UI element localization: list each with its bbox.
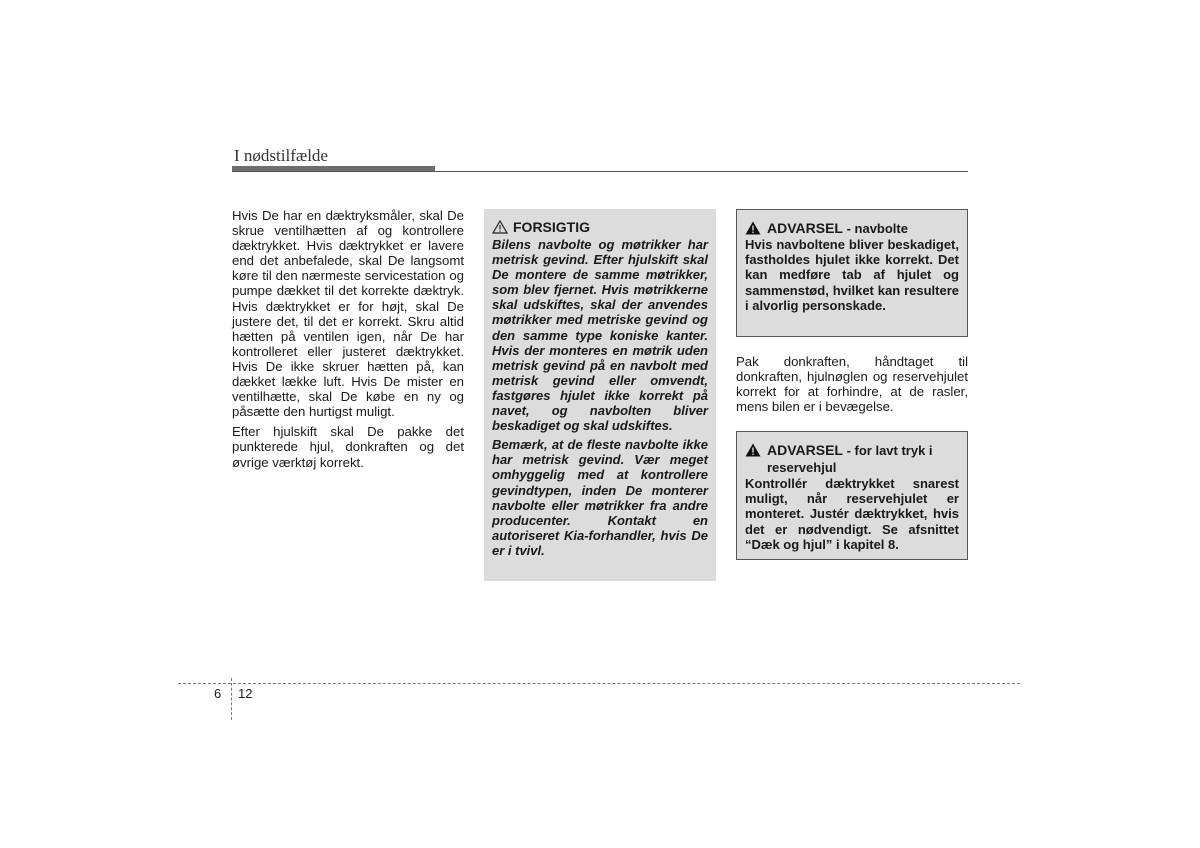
- caution-box: [484, 209, 716, 581]
- section-title: I nødstilfælde: [234, 146, 328, 165]
- caution-paragraph: Bilens navbolte og møtrikker har metrisk gevind. Efter hjulskift skal De montere de samme møtrikker, som blev fjernet. Hvis møtrikkerne skal udskiftes, skal der anvendes møtrikker med metriske gevind og den samme type koniske kanter. Hvis der monteres en møtrik uden metrisk gevind på en navbolt med metrisk gevind eller omvendt, fastgøres hjulet ikke korrekt på navet, og navbolten bliver beskadiget og skal udskiftes.: [492, 237, 708, 434]
- warning-icon: [745, 221, 761, 235]
- header-rule: [232, 171, 968, 172]
- footer-divider: [231, 678, 232, 720]
- caution-title: FORSIGTIG: [513, 219, 590, 235]
- caution-heading: [492, 219, 708, 235]
- warning-heading: [745, 442, 959, 476]
- chapter-number: 6: [214, 686, 222, 701]
- footer-rule: [178, 683, 1020, 684]
- warning-subtitle: - navbolte: [842, 221, 908, 236]
- body-column-left: [232, 208, 464, 475]
- warning-heading: [745, 220, 959, 237]
- caution-icon: [492, 220, 508, 234]
- caution-paragraph: Bemærk, at de fleste navbolte ikke har metrisk gevind. Vær meget omhyggelig med at kontrollere gevindtypen, inden De monterer navbolte eller møtrikker fra andre producenter. Kontakt en autoriseret Kia-forhandler, hvis De er i tvivl.: [492, 437, 708, 558]
- warning-title: ADVARSEL: [767, 442, 843, 458]
- warning-text: Hvis navboltene bliver beskadiget, fastholdes hjulet ikke korrekt. Det kan medføre tab af hjulet og sammenstød, hvilket kan resultere i alvorlig personskade.: [745, 237, 959, 313]
- body-paragraph: Efter hjulskift skal De pakke det punkterede hjul, donkraften og det øvrige værktøj korrekt.: [232, 424, 464, 470]
- body-paragraph: Hvis De har en dæktryksmåler, skal De skrue ventilhætten af og kontrollere dæktrykket. Hvis dæktrykket er lavere end det anbefalede, skal De langsomt køre til den nærmeste servicestation og pumpe dækket til det korrekte dæktryk. Hvis dæktrykket er for højt, skal De justere det, til det er korrekt. Skru altid hætten på ventilen igen, når De har kontrolleret eller justeret dæktrykket. Hvis De ikke skruer hætten på, kan dækket lække luft. Hvis De mister en ventilhætte, skal De købe en ny og påsætte den hurtigst muligt.: [232, 208, 464, 420]
- body-paragraph: Pak donkraften, håndtaget til donkraften, hjulnøglen og reservehjulet korrekt for at forhindre, at de rasler, mens bilen er i bevægelse.: [736, 354, 968, 415]
- warning-subtitle: - for lavt tryk i reservehjul: [767, 443, 933, 475]
- warning-title: ADVARSEL: [767, 220, 843, 236]
- warning-box-reservehjul: [736, 431, 968, 560]
- warning-box-navbolte: [736, 209, 968, 337]
- page-number: 12: [238, 686, 253, 701]
- warning-icon: [745, 443, 761, 457]
- warning-text: Kontrollér dæktrykket snarest muligt, når reservehjulet er monteret. Justér dæktrykket, hvis det er nødvendigt. Se afsnittet “Dæk og hjul” i kapitel 8.: [745, 476, 959, 552]
